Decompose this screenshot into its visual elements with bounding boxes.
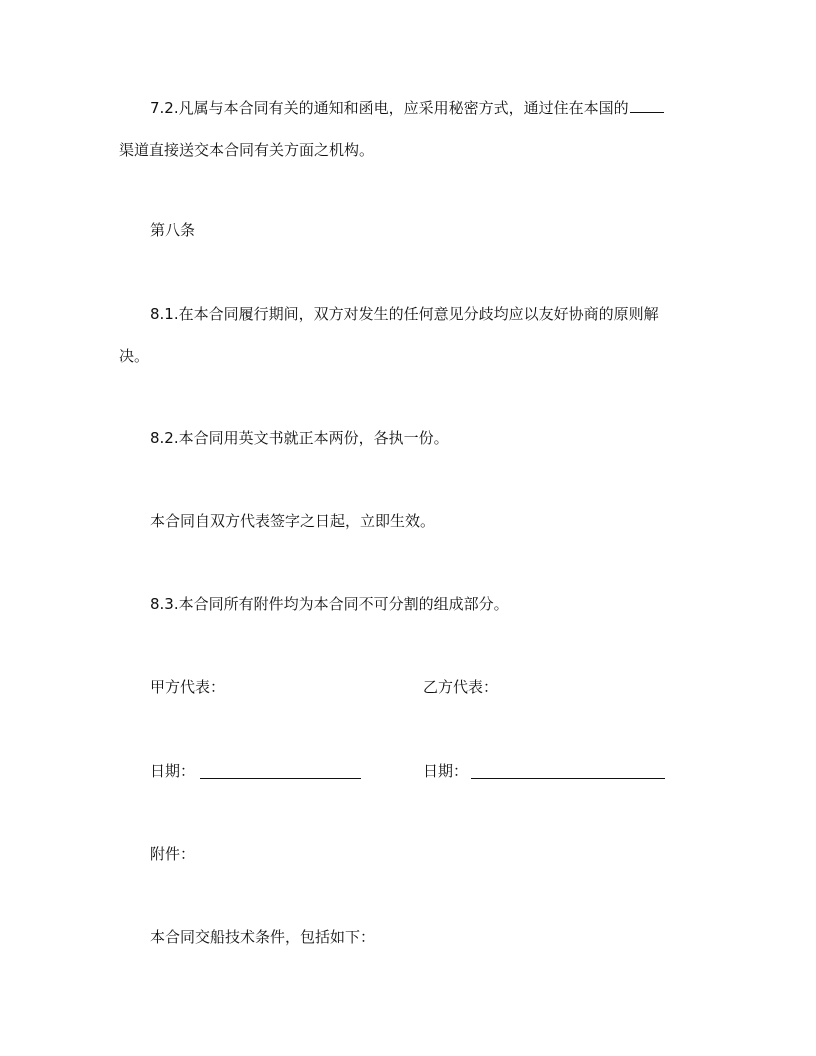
party-a-date-line	[200, 778, 361, 779]
clause-7-2-line-2: 渠道直接送交本合同有关方面之机构。	[119, 141, 375, 159]
clause-8-1-line-2: 决。	[119, 347, 150, 365]
party-b-date-label: 日期：	[423, 762, 469, 780]
clause-8-3: 8.3.本合同所有附件均为本合同不可分割的组成部分。	[150, 595, 509, 613]
party-a-representative-label: 甲方代表：	[150, 678, 226, 696]
party-b-date-line	[471, 778, 665, 779]
attachments-heading: 附件：	[150, 845, 196, 863]
attachments-intro: 本合同交船技术条件，包括如下：	[150, 928, 376, 946]
effective-statement: 本合同自双方代表签字之日起，立即生效。	[150, 512, 436, 530]
party-a-date-label: 日期：	[150, 762, 196, 780]
clause-8-2: 8.2.本合同用英文书就正本两份，各执一份。	[150, 429, 449, 447]
party-b-representative-label: 乙方代表：	[423, 678, 499, 696]
article-8-heading: 第八条	[150, 221, 196, 239]
fill-in-blank	[630, 98, 664, 113]
clause-7-2-line-1	[150, 98, 664, 118]
clause-7-2-text: 7.2.凡属与本合同有关的通知和函电，应采用秘密方式，通过住在本国的	[150, 99, 629, 117]
clause-8-1-line-1: 8.1.在本合同履行期间，双方对发生的任何意见分歧均应以友好协商的原则解	[150, 305, 659, 323]
